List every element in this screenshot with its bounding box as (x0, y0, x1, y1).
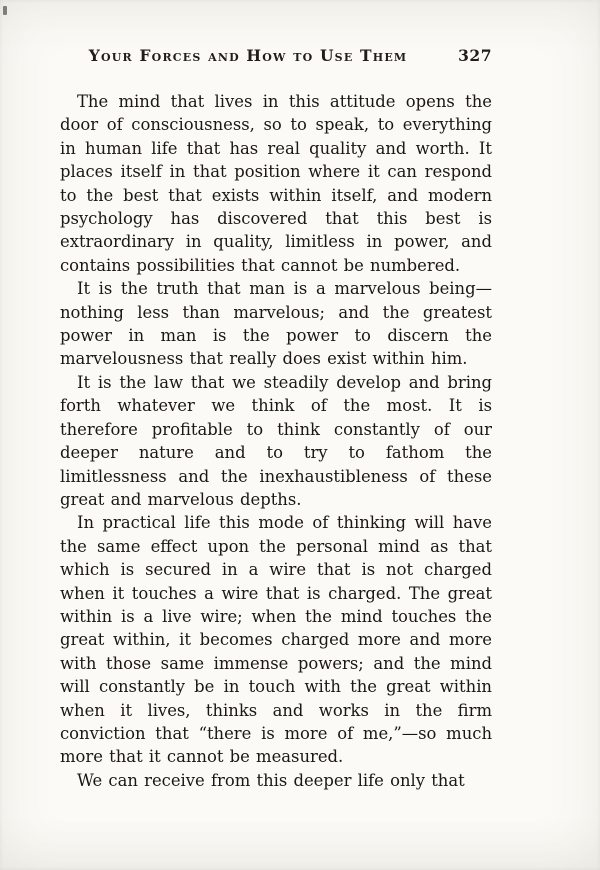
book-title: Your Forces and How to Use Them (88, 46, 408, 65)
paragraph: It is the law that we steadily develop and bring forth whatever we think of the most. It is therefore profitable to think constantly of our deeper nature and to try to fathom the limitlessness and the inexhaustibleness of these great and marvelous depths. (60, 372, 492, 509)
page-number: 327 (458, 46, 492, 65)
page-content (60, 46, 492, 792)
paragraph: In practical life this mode of thinking will have the same effect upon the personal mind as that which is secured in a wire that is not charged when it touches a wire that is charged. The great within is a live wire; when the mind touches the great within, it becomes charged more and more with those same immense powers; and the mind will constantly be in touch with the great within when it lives, thinks and works in the firm conviction that “there is more of me,”—so much more that it cannot be measured. (60, 513, 492, 767)
scan-artifact (3, 6, 7, 15)
running-head (60, 46, 492, 65)
paragraph: The mind that lives in this attitude opens the door of consciousness, so to speak, to everything in human life that has real quality and worth. It places itself in that position where it can respond to the best that exists within itself, and modern psychology has discovered that this best is extraordinary in quality, limitless in power, and contains possibilities that cannot be numbered. (60, 92, 492, 275)
paragraph: It is the truth that man is a marvelous being—nothing less than marvelous; and the greatest power in man is the power to discern the marvelousness that really does exist within him. (60, 279, 492, 369)
body-text (60, 90, 492, 792)
paragraph: We can receive from this deeper life only that (77, 770, 465, 790)
